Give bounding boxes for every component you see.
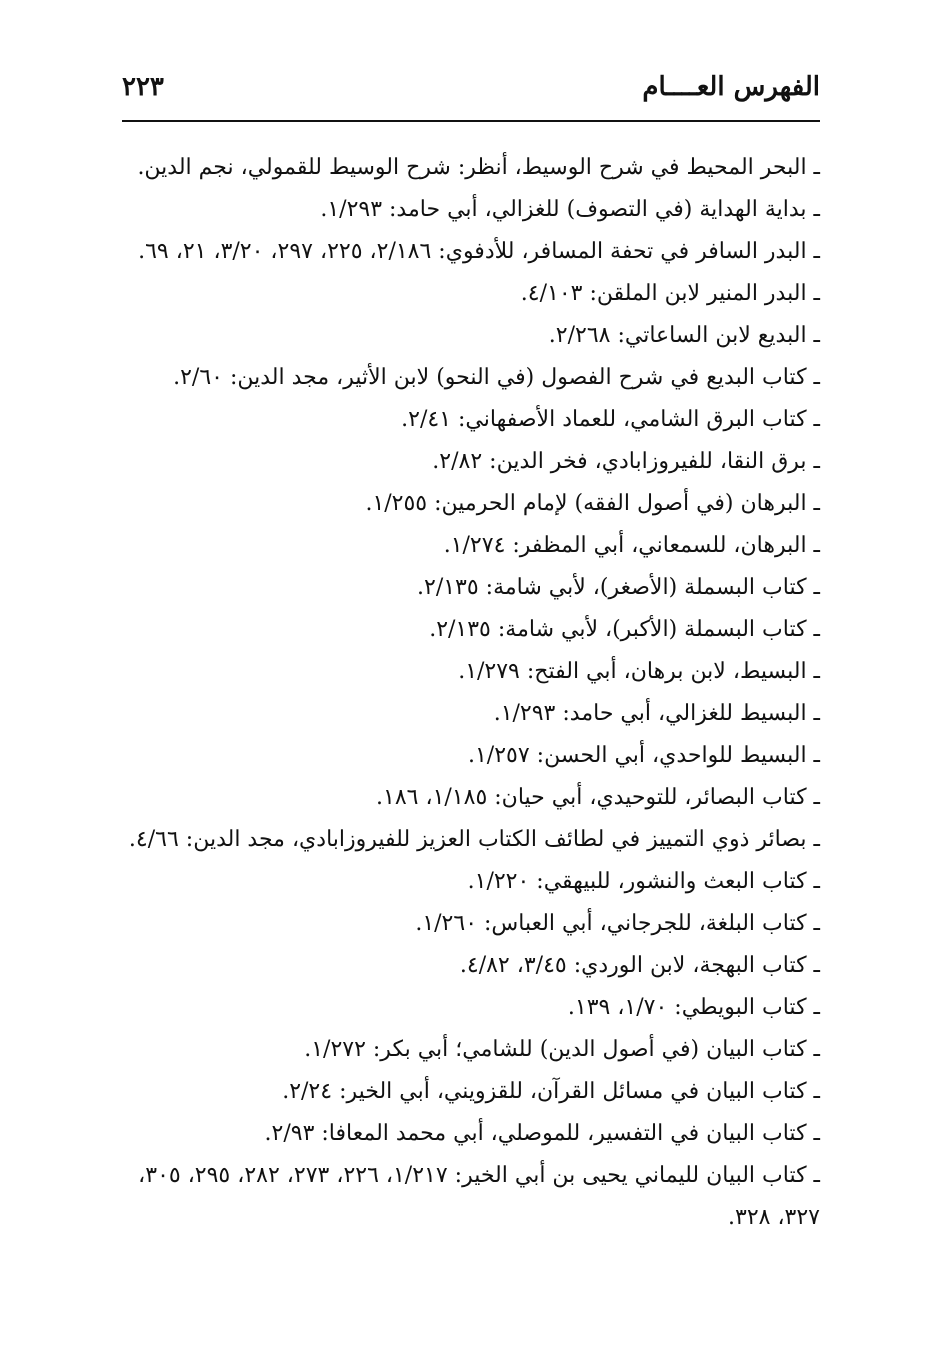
index-entry: ـ البسيط للغزالي، أبي حامد: ١/٢٩٣. [493, 701, 820, 726]
index-entry: ـ كتاب البعث والنشور، للبيهقي: ١/٢٢٠. [467, 869, 820, 894]
index-entry: ـ كتاب البسملة (الأكبر)، لأبي شامة: ٢/١٣٥. [429, 617, 820, 642]
index-entry: ـ كتاب البويطي: ١/٧٠، ١٣٩. [567, 995, 820, 1020]
index-entry: ـ البدر المنير لابن الملقن: ٤/١٠٣. [520, 281, 820, 306]
index-entry: ـ كتاب البسملة (الأصغر)، لأبي شامة: ٢/١٣٥. [417, 575, 820, 600]
index-entry: ـ بصائر ذوي التمييز في لطائف الكتاب العزيز للفيروزابادي، مجد الدين: ٤/٦٦. [128, 827, 820, 852]
running-title: الفهرس العــــام [642, 72, 820, 102]
index-entry: ـ كتاب البيان في التفسير، للموصلي، أبي محمد المعافا: ٢/٩٣. [264, 1121, 820, 1146]
index-entry: ـ البحر المحيط في شرح الوسيط، أنظر: شرح الوسيط للقمولي، نجم الدين. [137, 155, 820, 180]
index-entry: ـ كتاب البهجة، لابن الوردي: ٣/٤٥، ٤/٨٢. [459, 953, 820, 978]
index-entry: ـ كتاب البصائر، للتوحيدي، أبي حيان: ١/١٨٥، ١٨٦. [376, 785, 820, 810]
index-entry: ـ البسيط، لابن برهان، أبي الفتح: ١/٢٧٩. [458, 659, 820, 684]
index-entry: ـ برق النقا، للفيروزابادي، فخر الدين: ٢/٨٢. [432, 449, 820, 474]
index-entry: ـ كتاب البيان (في أصول الدين) للشامي؛ أبي بكر: ١/٢٧٢. [304, 1037, 820, 1062]
page-number: ٢٢٣ [122, 72, 164, 102]
index-entry: ـ كتاب البيان في مسائل القرآن، للقزويني، أبي الخير: ٢/٢٤. [282, 1079, 820, 1104]
index-entry: ـ كتاب البديع في شرح الفصول (في النحو) لابن الأثير، مجد الدين: ٢/٦٠. [173, 365, 820, 390]
index-entry: ـ كتاب البيان لليماني يحيى بن أبي الخير: ١/٢١٧، ٢٢٦، ٢٧٣، ٢٨٢، ٢٩٥، ٣٠٥، ٣٢٧، ٣٢٨. [138, 1163, 820, 1230]
page-header [122, 64, 820, 122]
index-entry: ـ البديع لابن الساعاتي: ٢/٢٦٨. [548, 323, 820, 348]
index-entry: ـ البرهان، للسمعاني، أبي المظفر: ١/٢٧٤. [443, 533, 820, 558]
index-entry: ـ بداية الهداية (في التصوف) للغزالي، أبي حامد: ١/٢٩٣. [320, 197, 820, 222]
index-entries [100, 147, 820, 1239]
index-entry: ـ البرهان (في أصول الفقه) لإمام الحرمين: ١/٢٥٥. [365, 491, 820, 516]
index-entry: ـ البدر السافر في تحفة المسافر، للأدفوي: ٢/١٨٦، ٢٢٥، ٢٩٧، ٣/٢٠، ٢١، ٦٩. [138, 239, 820, 264]
index-entry: ـ البسيط للواحدي، أبي الحسن: ١/٢٥٧. [467, 743, 820, 768]
index-entry: ـ كتاب البلغة، للجرجاني، أبي العباس: ١/٢٦٠. [415, 911, 820, 936]
index-entry: ـ كتاب البرق الشامي، للعماد الأصفهاني: ٢/٤١. [401, 407, 820, 432]
